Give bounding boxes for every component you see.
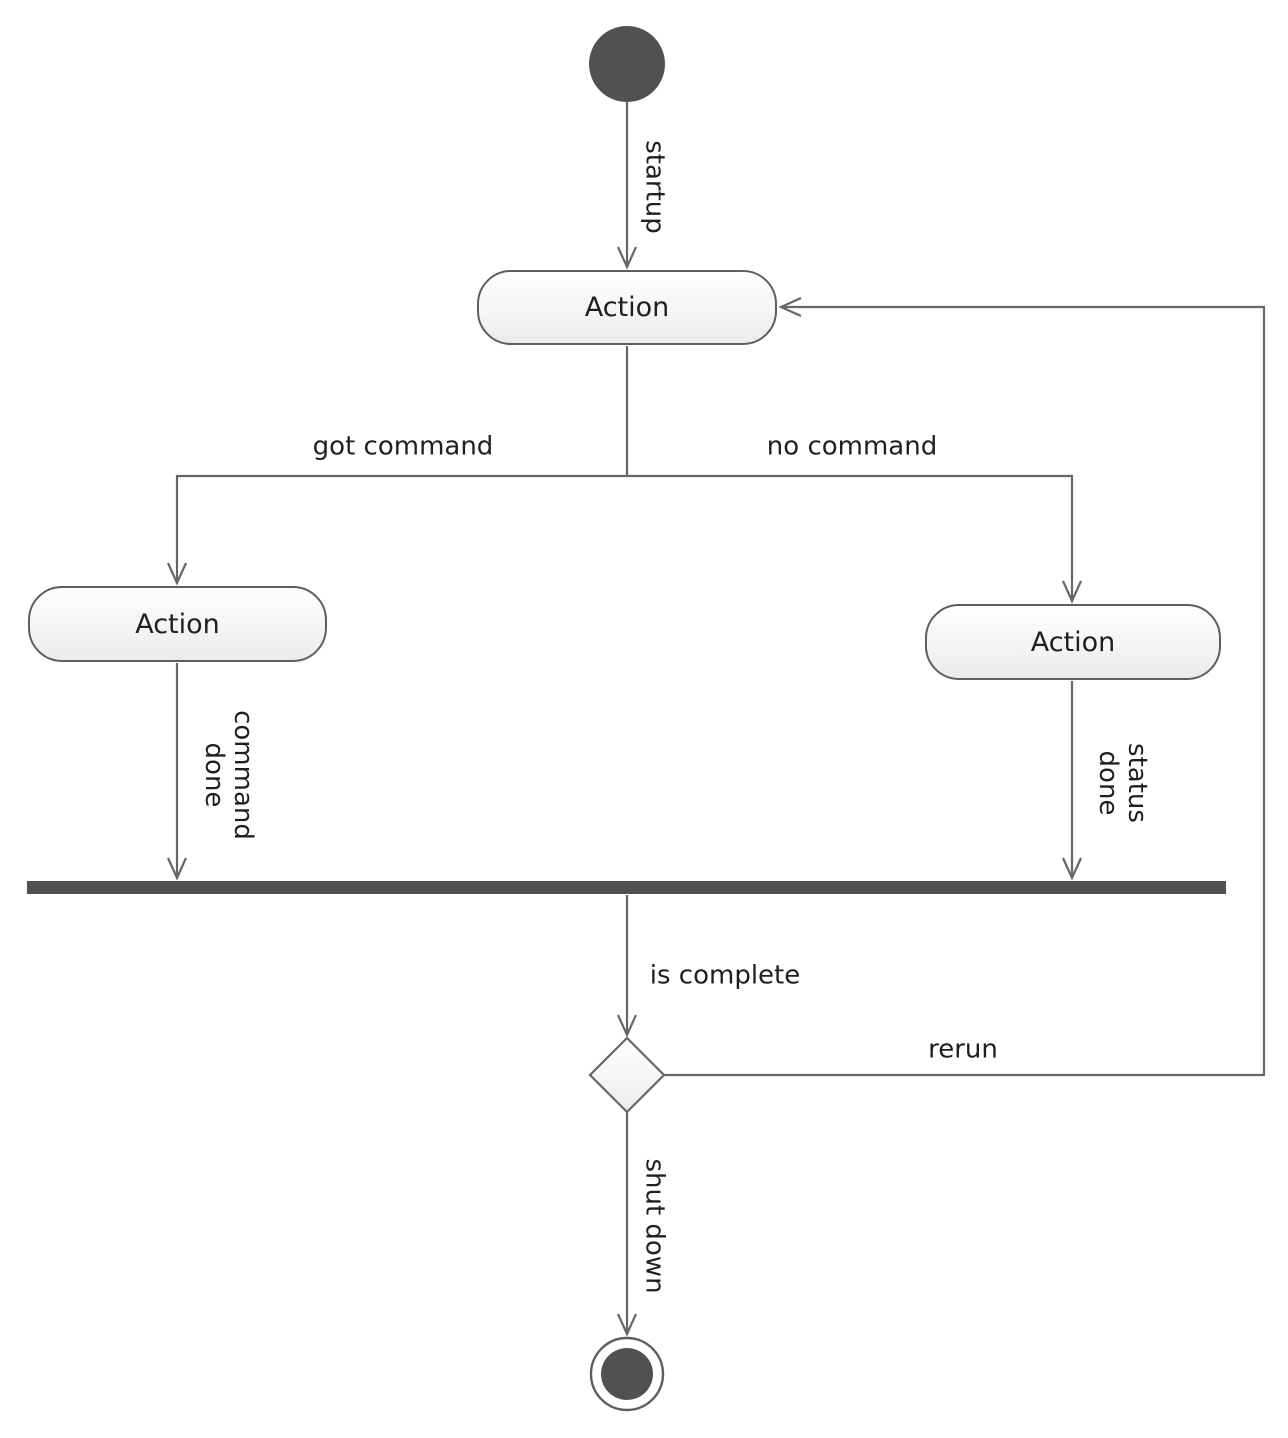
join-bar — [27, 881, 1226, 894]
status-done-line2: done — [1093, 750, 1123, 816]
decision-node — [590, 1038, 664, 1112]
no-command-edge-label: no command — [766, 431, 938, 462]
startup-edge-label: startup — [639, 140, 670, 234]
action-node-top-label: Action — [584, 292, 670, 323]
action-node-right-label: Action — [1030, 626, 1116, 658]
command-done-line1: command — [228, 710, 259, 840]
status-done-line1: status — [1122, 743, 1153, 823]
rerun-edge-label: rerun — [928, 1034, 998, 1065]
connector-got-command — [177, 476, 627, 583]
got-command-edge-label: got command — [312, 431, 494, 462]
final-state-inner-dot — [601, 1348, 653, 1400]
is-complete-edge-label: is complete — [649, 960, 801, 991]
action-node-left — [28, 586, 327, 662]
initial-state-node — [589, 26, 665, 102]
shut-down-edge-label: shut down — [639, 1158, 670, 1294]
command-done-edge-label — [199, 710, 257, 840]
command-done-line2: done — [199, 742, 229, 808]
connector-no-command — [627, 476, 1072, 601]
action-node-left-label: Action — [135, 608, 220, 640]
action-node-top — [477, 270, 777, 345]
status-done-edge-label — [1093, 743, 1151, 823]
action-node-right — [925, 604, 1221, 680]
